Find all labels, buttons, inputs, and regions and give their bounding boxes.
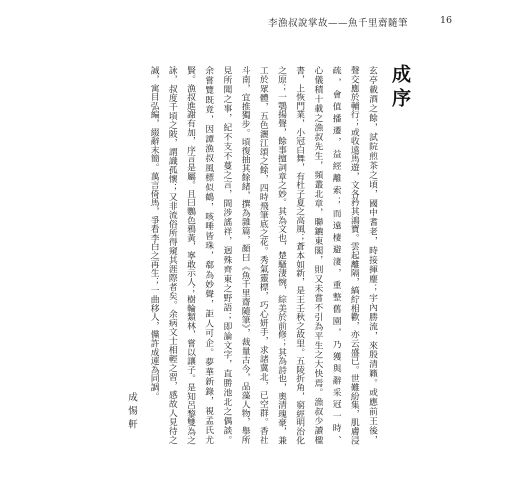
text-column-2: 聲交應於輔行；或收遠馬遊，文各矜其鴻寶。雲起離隔，縞紵相歡，亦云盛已。世難紛集，肌膚浸 xyxy=(348,66,359,445)
text-column-3: 疏，會值播遷，益經離索；而遠棲避淒，重整舊園，乃獲與辭采冠一時、 xyxy=(330,66,341,444)
text-column-4: 心儀積十載之漁叔先生，頻叢北章，聯鑣東閣，則又未嘗不引為平生之大快焉。漁叔少讀楹 xyxy=(312,66,323,444)
text-column-9: 見所聞之事，紀不支不蔓之言，間涉謠祥，迥殊齊東之野語；即論文字，直勝池北之偶談。 xyxy=(221,66,232,444)
text-column-8: 斗南，宜推獨步。頃復抽其餘緒，撰為雜篇，顏曰《魚千里齋隨筆》，裁量古今，品藻人物，舉所 xyxy=(239,66,250,444)
text-column-11: 賢。漁叔進謝有加，序言是屬。且曰鸚色鴉黃，寧敢示人；樹輪類林，嘗以讓子。是知呂黎雙為之 xyxy=(185,66,195,445)
author-signature: 成惕軒 xyxy=(126,392,137,433)
text-column-13: 誠，寓目弘編，綴辭末簡。萬言倚馬，爭看李白之再生；一曲移人，儻許成連為同調。 xyxy=(148,66,159,401)
text-column-5: 書，上恢門業，小冠白舞，有杜子夏之高風；蒼本如新，是王壬秋之故里。五陵折角，窮經明治化 xyxy=(294,66,305,445)
running-title: 李漁叔說掌故——魚千里齋隨筆 xyxy=(268,18,409,29)
preface-title: 成序 xyxy=(389,64,411,112)
text-column-7: 工於眾體，五色灑江頌之餘，四時飛筆底之花。秀氣靈標，巧心妍手，求諸冀北，已空群。香社 xyxy=(257,66,268,444)
text-column-12: 詠，叔度千頃之陂，謂識孤懷；又非流俗所得窺其涯際者矣。余病文士相輕之習，感故人見待之 xyxy=(166,66,177,444)
text-column-10: 余嘗覽既竟，因譚漁叔風標似鶴，咳唾皆珠，郗為妙聲，詎人可企。夢華新錄，視孟氏尤 xyxy=(203,66,214,444)
text-column-6: 之原；一鶚揚聲，餘事擅詞章之妙。其為文也，楚騷淒惋，綜美於前修；其為詩也，奧清瑰豪，兼 xyxy=(276,66,286,445)
page-number: 16 xyxy=(440,15,453,26)
text-column-1: 玄亭載酒之餘，試院煎茶之頃，國中耆老，時接揮麈；宇內勝流，來殷清籟。或應前王後， xyxy=(367,66,377,444)
